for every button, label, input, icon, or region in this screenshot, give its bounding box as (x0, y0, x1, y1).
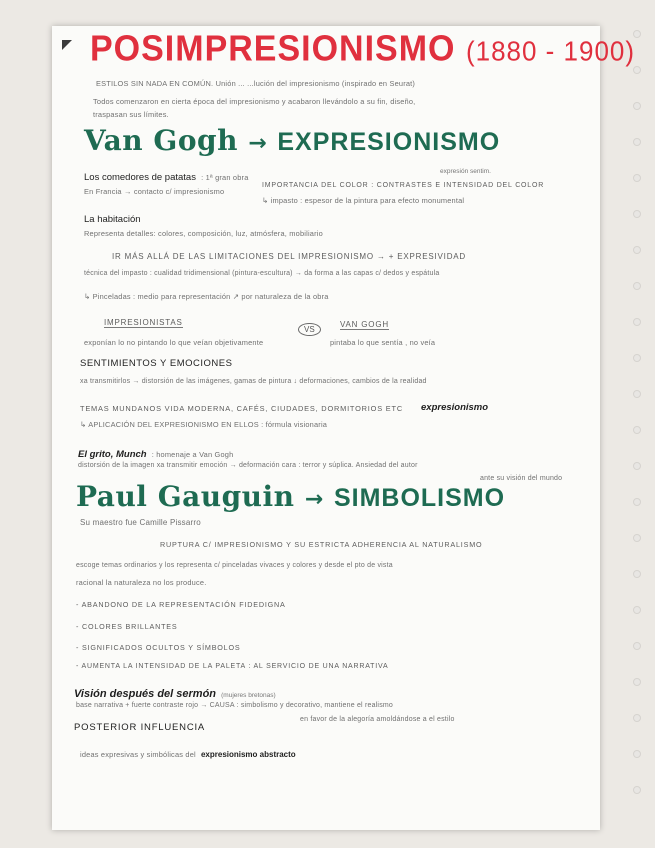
page-title (90, 29, 635, 70)
impasto-line: ↳ impasto : espesor de la pintura para efecto monumental (262, 196, 465, 205)
importance-line: IMPORTANCIA DEL COLOR : CONTRASTES E INTENSIDAD DEL COLOR (262, 182, 545, 189)
vs-left-label: IMPRESIONISTAS (104, 318, 183, 327)
teacher-line: Su maestro fue Camille Pissarro (80, 518, 201, 527)
ruptura-line: RUPTURA C/ IMPRESIONISMO Y SU ESTRICTA ADHERENCIA AL NATURALISMO (160, 540, 483, 549)
vs-left-text: exponían lo no pintando lo que veían objetivamente (84, 338, 264, 347)
binder-hole (633, 678, 641, 686)
habitacion-title: La habitación (84, 214, 141, 225)
beyond-line: IR MÁS ALLÁ DE LAS LIMITACIONES DEL IMPRESIONISMO → + EXPRESIVIDAD (112, 252, 466, 261)
binder-hole (633, 534, 641, 542)
van-gogh-name: Van Gogh (84, 124, 238, 157)
gauguin-movement: SIMBOLISMO (333, 484, 506, 512)
posterior-line (80, 742, 296, 761)
vs-label: VS (298, 323, 321, 336)
escoge-line-2: racional la naturaleza no los produce. (76, 578, 207, 587)
habitacion-text: Representa detalles: colores, composición, luz, atmósfera, mobiliario (84, 229, 323, 238)
intro-line-1: ESTILOS SIN NADA EN COMÚN. Unión ... ...lución del impresionismo (inspirado en Seurat) (96, 79, 416, 88)
binder-hole (633, 318, 641, 326)
binder-hole (633, 138, 641, 146)
binder-hole (633, 426, 641, 434)
vs-right-text: pintaba lo que sentía , no veía (330, 338, 436, 347)
binder-hole (633, 282, 641, 290)
escoge-line-1: escoge temas ordinarios y los representa c/ pinceladas vivaces y colores y desde el pto de vista (76, 562, 393, 569)
expresionismo-label: expresionismo (421, 402, 489, 413)
annotation-expresion: expresión sentim. (440, 168, 491, 175)
grito-title: El grito, Munch (78, 449, 147, 460)
binder-hole (633, 246, 641, 254)
grito-note: : homenaje a Van Gogh (151, 450, 234, 459)
gauguin-heading (76, 480, 505, 513)
feelings-title: SENTIMIENTOS Y EMOCIONES (80, 358, 233, 369)
distorsion-line-1: distorsión de la imagen xa transmitir emoción → deformación cara : terror y súplica. Ansiedad del autor (78, 462, 418, 469)
title-main: POSIMPRESIONISMO (90, 29, 456, 69)
vision-line-2: en favor de la alegoría amoldándose a el estilo (300, 716, 455, 723)
vs-badge (298, 317, 321, 336)
binder-hole (633, 606, 641, 614)
vision-title: Visión después del sermón (74, 688, 217, 700)
grito-line (78, 442, 233, 461)
posterior-text: ideas expresivas y simbólicas del (80, 750, 196, 759)
binder-hole (633, 498, 641, 506)
van-gogh-movement: EXPRESIONISMO (277, 128, 501, 156)
vs-right-label: VAN GOGH (340, 320, 389, 329)
title-years: (1880 - 1900) (465, 35, 636, 67)
binder-hole (633, 750, 641, 758)
corner-fold-icon (62, 40, 72, 50)
pinceladas-line: ↳ Pinceladas : medio para representación ↗ por naturaleza de la obra (84, 292, 329, 301)
potatoes-title: Los comedores de patatas (84, 172, 196, 183)
aplicacion-line: ↳ APLICACIÓN DEL EXPRESIONISMO EN ELLOS : fórmula visionaria (80, 420, 328, 429)
binder-hole (633, 174, 641, 182)
potatoes-note: : 1ª gran obra (201, 173, 249, 182)
binder-hole (633, 390, 641, 398)
binder-hole (633, 642, 641, 650)
intro-line-3: traspasan sus límites. (93, 110, 169, 119)
vision-note: (mujeres bretonas) (221, 692, 276, 699)
distorsion-line-2: ante su visión del mundo (480, 475, 563, 482)
binder-hole (633, 210, 641, 218)
binder-hole (633, 102, 641, 110)
binder-hole (633, 462, 641, 470)
france-line: En Francia → contacto c/ impresionismo (84, 187, 225, 196)
van-gogh-heading (84, 124, 500, 157)
posterior-title: POSTERIOR INFLUENCIA (74, 722, 206, 733)
binder-hole (633, 570, 641, 578)
intro-line-2: Todos comenzaron en cierta época del impresionismo y acabaron llevándolo a su fin, diseño, (93, 97, 416, 106)
posterior-bold: expresionismo abstracto (200, 750, 296, 759)
gauguin-name: Paul Gauguin (76, 480, 295, 513)
point-2: - COLORES BRILLANTES (76, 622, 178, 631)
binder-hole (633, 714, 641, 722)
binder-hole (633, 354, 641, 362)
point-1: - ABANDONO DE LA REPRESENTACIÓN FIDEDIGNA (76, 600, 286, 609)
point-3: - SIGNIFICADOS OCULTOS Y SÍMBOLOS (76, 643, 241, 652)
potatoes-line (84, 165, 249, 184)
binder-hole (633, 786, 641, 794)
temas-line: TEMAS MUNDANOS VIDA MODERNA, CAFÉS, CIUDADES, DORMITORIOS ETC (80, 404, 403, 413)
impasto-technique: técnica del impasto : cualidad tridimensional (pintura-escultura) → da forma a las capas c/ dedos y espátula (84, 270, 440, 277)
arrow-icon: → (248, 131, 268, 156)
vision-line (74, 682, 276, 701)
point-4: - AUMENTA LA INTENSIDAD DE LA PALETA : AL SERVICIO DE UNA NARRATIVA (76, 663, 389, 670)
feelings-text: xa transmitirlos → distorsión de las imágenes, gamas de pintura ↓ deformaciones, cambios de la realidad (80, 378, 427, 385)
arrow-icon: → (304, 487, 324, 512)
binder-holes (631, 30, 641, 818)
vision-line-1: base narrativa + fuerte contraste rojo → CAUSA : simbolismo y decorativo, mantiene el realismo (76, 702, 394, 709)
